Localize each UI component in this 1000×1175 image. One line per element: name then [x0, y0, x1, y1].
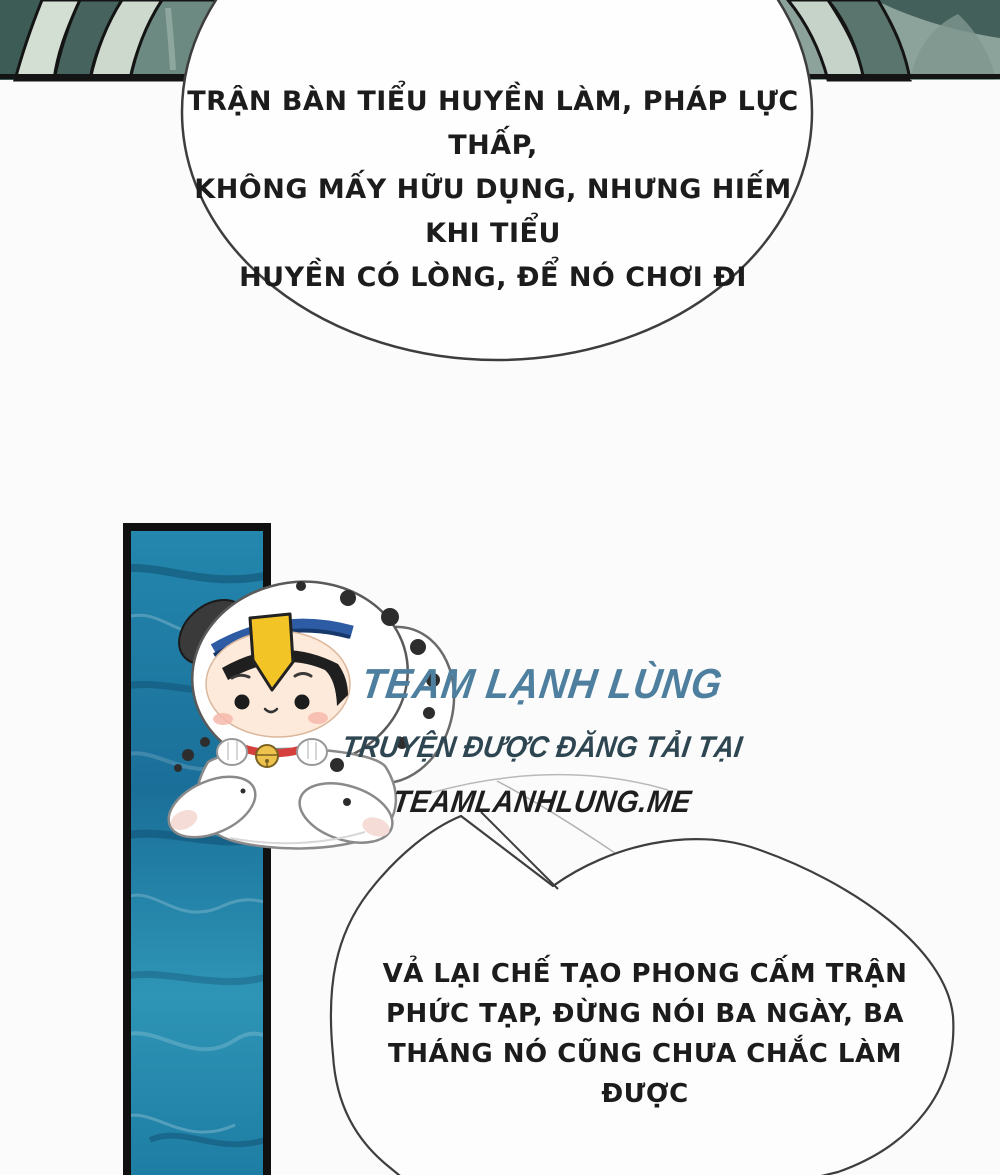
eyes: [235, 695, 250, 710]
left-paw: [217, 739, 247, 765]
top-speech-bubble-text: [178, 80, 808, 300]
bubble-line: THÁNG NÓ CŨNG CHƯA CHẮC LÀM: [388, 1039, 902, 1069]
bubble-line: VẢ LẠI CHẾ TẠO PHONG CẤM TRẬN: [382, 959, 908, 989]
bubble-line: TRẬN BÀN TIỂU HUYỀN LÀM, PHÁP LỰC THẤP,: [187, 86, 799, 161]
bubble-line: KHÔNG MẤY HỮU DỤNG, NHƯNG HIẾM KHI TIỂU: [194, 174, 792, 249]
bubble-line: ĐƯỢC: [601, 1079, 689, 1109]
blush-cheeks: [213, 713, 233, 725]
watermark-site-url: TEAMLANHLUNG.ME: [390, 784, 694, 819]
bubble-line: PHỨC TẠP, ĐỪNG NÓI BA NGÀY, BA: [385, 999, 905, 1029]
bubble-line: HUYỀN CÓ LÒNG, ĐỂ NÓ CHƠI ĐI: [239, 262, 747, 293]
bottom-speech-bubble-text: [345, 954, 945, 1114]
watermark-team-name: TEAM LẠNH LÙNG: [358, 660, 726, 707]
watermark-tagline: TRUYỆN ĐƯỢC ĐĂNG TẢI TẠI: [339, 731, 745, 764]
